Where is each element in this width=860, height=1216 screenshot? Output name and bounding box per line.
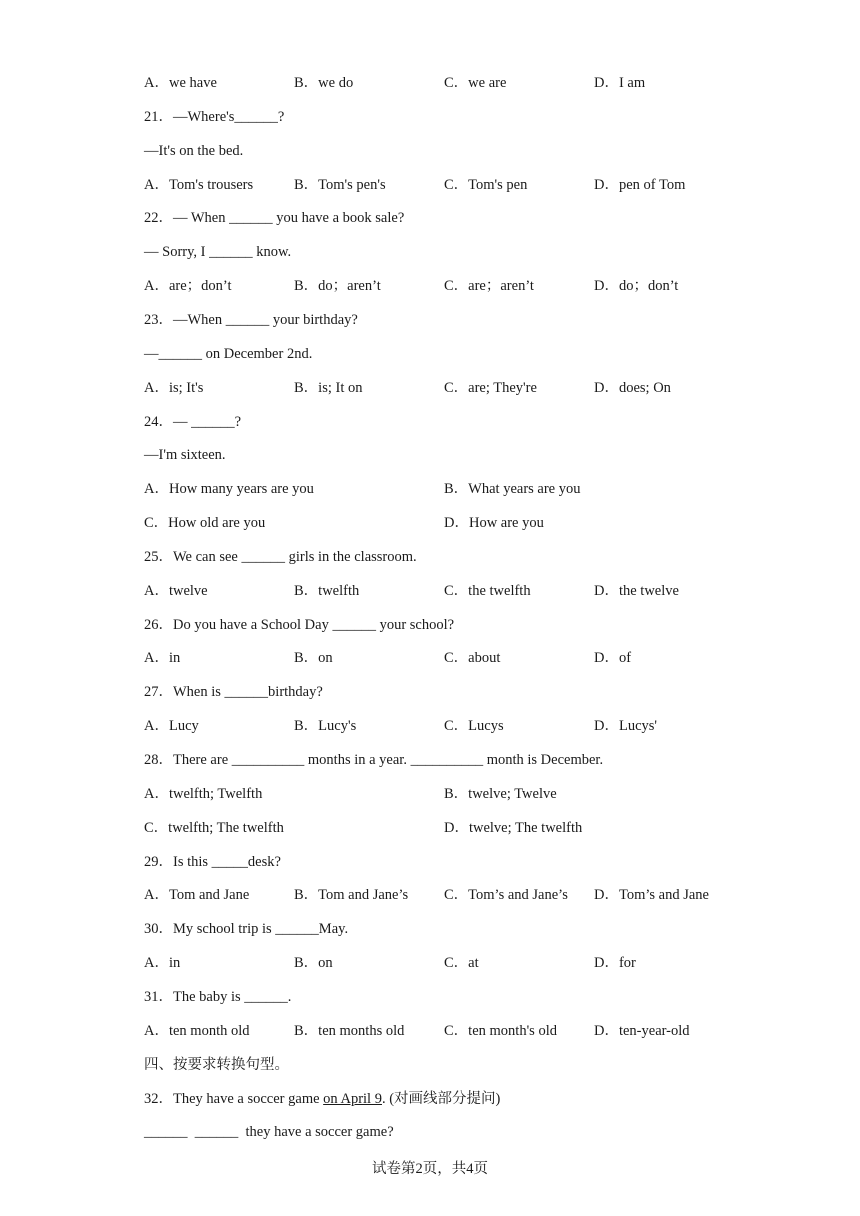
underlined-phrase: on April 9 — [323, 1091, 382, 1107]
answer-option: D．do；don’t — [594, 278, 679, 294]
answer-option: D．How are you — [444, 515, 544, 531]
answer-option: C．twelfth; The twelfth — [144, 820, 284, 836]
question-line: —I'm sixteen. — [144, 447, 226, 463]
question-line: 25．We can see ______ girls in the classroom. — [144, 549, 417, 565]
answer-option: A．are；don’t — [144, 278, 232, 294]
question-line: 30．My school trip is ______May. — [144, 921, 349, 937]
answer-option: B．Lucy's — [294, 718, 357, 734]
answer-option: C．Lucys — [444, 718, 504, 734]
question-line: 29．Is this _____desk? — [144, 854, 281, 870]
answer-option: A．twelve — [144, 583, 208, 599]
answer-option: C．we are — [444, 75, 507, 91]
answer-option: A．Tom's trousers — [144, 177, 254, 193]
answer-option: A．Lucy — [144, 718, 199, 734]
answer-option: A．in — [144, 650, 181, 666]
answer-option: B．Tom and Jane’s — [294, 887, 409, 903]
answer-option: D．Lucys' — [594, 718, 658, 734]
question-line: 22．— When ______ you have a book sale? — [144, 210, 405, 226]
question-line: —______ on December 2nd. — [144, 346, 313, 362]
answer-option: B．ten months old — [294, 1023, 405, 1039]
answer-option: A．Tom and Jane — [144, 887, 250, 903]
answer-option: B．Tom's pen's — [294, 177, 386, 193]
answer-option: D．I am — [594, 75, 646, 91]
answer-option: D．Tom’s and Jane — [594, 887, 709, 903]
answer-option: A．twelfth; Twelfth — [144, 786, 263, 802]
answer-option: A．How many years are you — [144, 481, 314, 497]
question-line: 21．—Where's______? — [144, 109, 285, 125]
question-line: 31．The baby is ______. — [144, 989, 292, 1005]
answer-option: D．ten-year-old — [594, 1023, 690, 1039]
answer-option: C．ten month's old — [444, 1023, 557, 1039]
question-line: — Sorry, I ______ know. — [144, 244, 292, 260]
answer-option: B．is; It on — [294, 380, 363, 396]
answer-option: D．pen of Tom — [594, 177, 686, 193]
question-line — [144, 1090, 500, 1108]
question-line: 27．When is ______birthday? — [144, 684, 323, 700]
answer-option: C．Tom’s and Jane’s — [444, 887, 568, 903]
answer-option: C．the twelfth — [444, 583, 531, 599]
answer-option: B．on — [294, 955, 333, 971]
question-line: 28．There are __________ months in a year. __________ month is December. — [144, 752, 604, 768]
question-line: 24．— ______? — [144, 414, 242, 430]
question-text: 32．They have a soccer game — [144, 1091, 324, 1107]
question-line: 23．—When ______ your birthday? — [144, 312, 358, 328]
answer-option: D．for — [594, 955, 636, 971]
question-line: 26．Do you have a School Day ______ your school? — [144, 617, 455, 633]
answer-option: B．twelve; Twelve — [444, 786, 557, 802]
question-line: 四、按要求转换句型。 — [144, 1057, 289, 1073]
answer-option: C．are; They're — [444, 380, 537, 396]
question-line: —It's on the bed. — [144, 143, 244, 159]
answer-option: D．does; On — [594, 380, 671, 396]
page-footer: 试卷第2页，共4页 — [372, 1161, 488, 1177]
answer-option: A．we have — [144, 75, 217, 91]
answer-option: D．of — [594, 650, 632, 666]
answer-option: C．about — [444, 650, 501, 666]
answer-option: D．the twelve — [594, 583, 679, 599]
question-line: ______ ______ they have a soccer game? — [144, 1124, 394, 1140]
answer-option: B．on — [294, 650, 333, 666]
answer-option: B．we do — [294, 75, 354, 91]
answer-option: B．What years are you — [444, 481, 581, 497]
answer-option: C．are；aren’t — [444, 278, 534, 294]
question-text: . (对画线部分提问) — [381, 1091, 501, 1107]
answer-option: C．at — [444, 955, 479, 971]
answer-option: A．ten month old — [144, 1023, 250, 1039]
answer-option: C．How old are you — [144, 515, 266, 531]
answer-option: A．is; It's — [144, 380, 204, 396]
answer-option: C．Tom's pen — [444, 177, 528, 193]
answer-option: A．in — [144, 955, 181, 971]
answer-option: B．do；aren’t — [294, 278, 381, 294]
answer-option: D．twelve; The twelfth — [444, 820, 583, 836]
answer-option: B．twelfth — [294, 583, 360, 599]
